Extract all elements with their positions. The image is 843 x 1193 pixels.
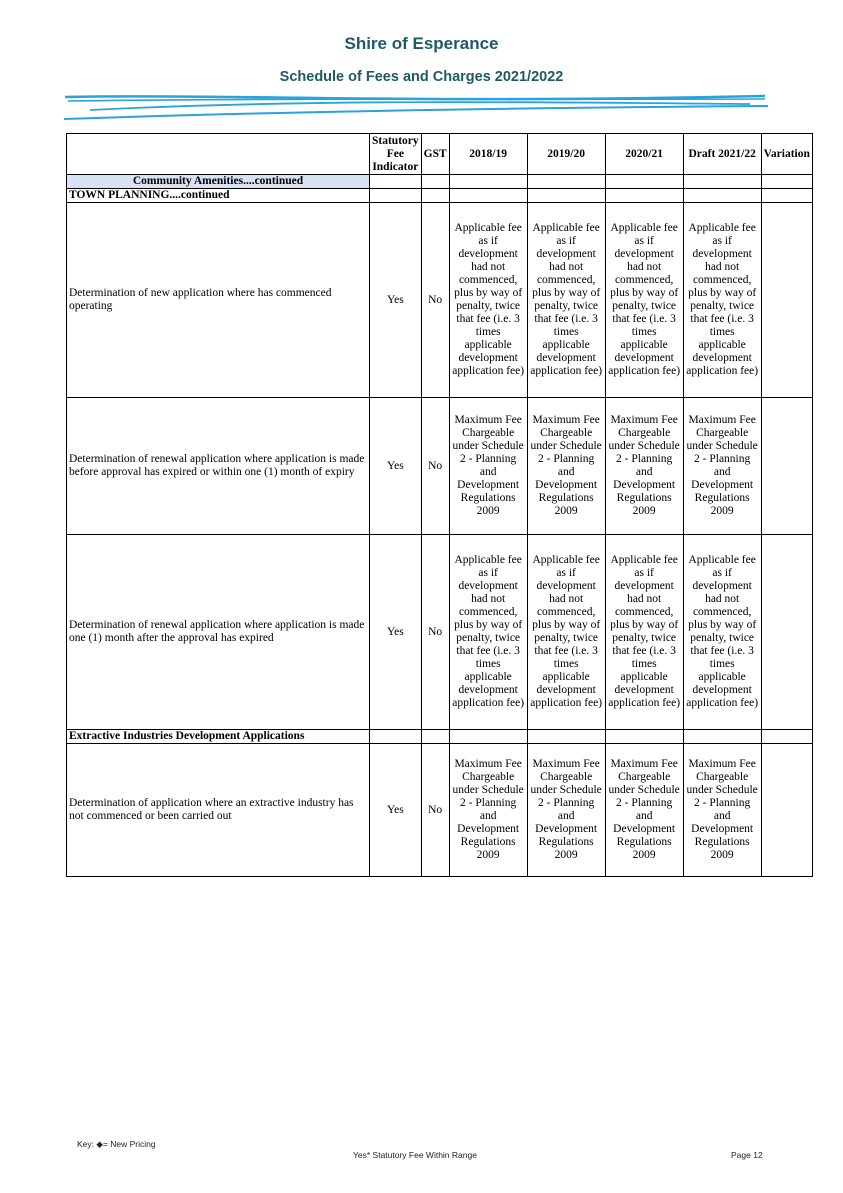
section-row-town-planning: [67, 189, 813, 203]
section-title: TOWN PLANNING....continued: [67, 189, 370, 203]
section-row-extractive: [67, 730, 813, 744]
fee-variation: [761, 535, 812, 730]
gst-indicator: No: [421, 203, 449, 398]
gst-indicator: No: [421, 535, 449, 730]
fee-draft-2021-22: Applicable fee as if development had not commenced, plus by way of penalty, twice that fee (i.e. 3 times applicable development application fee): [683, 203, 761, 398]
schedule-title: Schedule of Fees and Charges 2021/2022: [279, 69, 564, 85]
fee-variation: [761, 744, 812, 877]
table-row: [67, 203, 813, 398]
section-title: Community Amenities....continued: [67, 175, 370, 189]
fee-2018-19: Maximum Fee Chargeable under Schedule 2 - Planning and Development Regulations 2009: [449, 744, 527, 877]
statutory-indicator: Yes: [370, 744, 422, 877]
org-title: Shire of Esperance: [344, 34, 499, 53]
statutory-indicator: Yes: [370, 203, 422, 398]
col-header-description: [67, 134, 370, 175]
fee-description: Determination of application where an extractive industry has not commenced or been carried out: [67, 744, 370, 877]
col-header-2020-21: 2020/21: [605, 134, 683, 175]
fee-2018-19: Applicable fee as if development had not commenced, plus by way of penalty, twice that fee (i.e. 3 times applicable development application fee): [449, 203, 527, 398]
fee-draft-2021-22: Maximum Fee Chargeable under Schedule 2 - Planning and Development Regulations 2009: [683, 744, 761, 877]
col-header-draft-2021-22: Draft 2021/22: [683, 134, 761, 175]
page-number: Page 12: [731, 1150, 763, 1160]
fee-2020-21: Applicable fee as if development had not commenced, plus by way of penalty, twice that fee (i.e. 3 times applicable development application fee): [605, 535, 683, 730]
fees-table: [66, 133, 813, 877]
table-row: [67, 398, 813, 535]
fee-2019-20: Applicable fee as if development had not commenced, plus by way of penalty, twice that fee (i.e. 3 times applicable development application fee): [527, 535, 605, 730]
fee-draft-2021-22: Applicable fee as if development had not commenced, plus by way of penalty, twice that fee (i.e. 3 times applicable development application fee): [683, 535, 761, 730]
table-row: [67, 535, 813, 730]
table-header-row: [67, 134, 813, 175]
col-header-statutory: Statutory Fee Indicator: [370, 134, 422, 175]
gst-indicator: No: [421, 398, 449, 535]
fee-2020-21: Applicable fee as if development had not commenced, plus by way of penalty, twice that fee (i.e. 3 times applicable development application fee): [605, 203, 683, 398]
fee-2018-19: Maximum Fee Chargeable under Schedule 2 - Planning and Development Regulations 2009: [449, 398, 527, 535]
table-row: [67, 744, 813, 877]
col-header-variation: Variation: [761, 134, 812, 175]
decorative-swoosh: [60, 88, 770, 122]
fee-variation: [761, 398, 812, 535]
section-row-community: [67, 175, 813, 189]
fee-2020-21: Maximum Fee Chargeable under Schedule 2 - Planning and Development Regulations 2009: [605, 744, 683, 877]
fee-description: Determination of new application where has commenced operating: [67, 203, 370, 398]
fee-2020-21: Maximum Fee Chargeable under Schedule 2 - Planning and Development Regulations 2009: [605, 398, 683, 535]
col-header-gst: GST: [421, 134, 449, 175]
fee-description: Determination of renewal application where application is made before approval has expired or within one (1) month of expiry: [67, 398, 370, 535]
col-header-2018-19: 2018/19: [449, 134, 527, 175]
fee-2019-20: Maximum Fee Chargeable under Schedule 2 - Planning and Development Regulations 2009: [527, 744, 605, 877]
footer-statutory-note: Yes* Statutory Fee Within Range: [353, 1150, 477, 1160]
fee-2018-19: Applicable fee as if development had not commenced, plus by way of penalty, twice that fee (i.e. 3 times applicable development application fee): [449, 535, 527, 730]
fee-draft-2021-22: Maximum Fee Chargeable under Schedule 2 - Planning and Development Regulations 2009: [683, 398, 761, 535]
statutory-indicator: Yes: [370, 535, 422, 730]
statutory-indicator: Yes: [370, 398, 422, 535]
fee-variation: [761, 203, 812, 398]
section-title: Extractive Industries Development Applications: [67, 730, 370, 744]
footer-key: Key: ◆= New Pricing: [77, 1139, 156, 1149]
fee-2019-20: Maximum Fee Chargeable under Schedule 2 - Planning and Development Regulations 2009: [527, 398, 605, 535]
gst-indicator: No: [421, 744, 449, 877]
fee-description: Determination of renewal application where application is made one (1) month after the approval has expired: [67, 535, 370, 730]
col-header-2019-20: 2019/20: [527, 134, 605, 175]
fee-2019-20: Applicable fee as if development had not commenced, plus by way of penalty, twice that fee (i.e. 3 times applicable development application fee): [527, 203, 605, 398]
